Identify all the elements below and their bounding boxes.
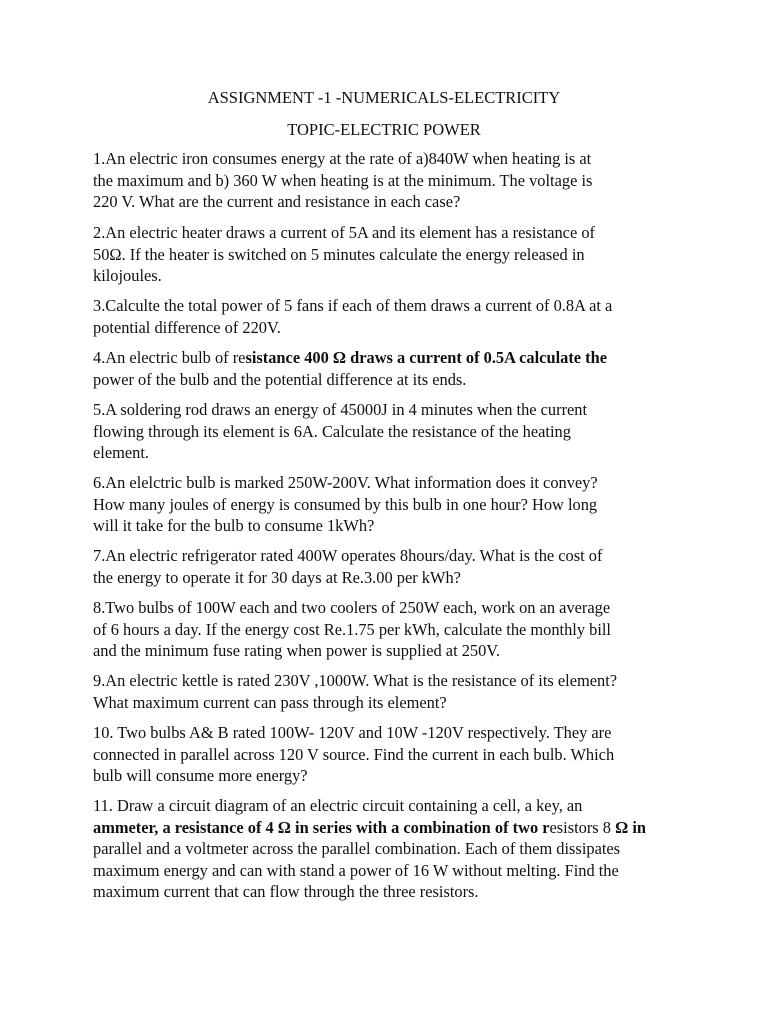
- question-line: 50Ω. If the heater is switched on 5 minutes calculate the energy released in: [93, 244, 585, 264]
- question-line: potential difference of 220V.: [93, 317, 281, 337]
- question-line: What maximum current can pass through its element?: [93, 692, 447, 712]
- question-text-bold: sistance 400 Ω draws a current of 0.5A calculate the: [245, 348, 607, 367]
- question-line: flowing through its element is 6A. Calculate the resistance of the heating: [93, 421, 571, 441]
- question-line: and the minimum fuse rating when power is supplied at 250V.: [93, 641, 501, 660]
- question-text: 4.An electric bulb of re: [93, 348, 246, 367]
- question-3: [93, 295, 693, 338]
- question-line: 7.An electric refrigerator rated 400W operates 8hours/day. What is the cost of: [93, 546, 603, 565]
- question-line: parallel and a voltmeter across the parallel combination. Each of them dissipates: [93, 839, 621, 858]
- question-line: 3.Calculte the total power of 5 fans if each of them draws a current of 0.8A at a: [93, 296, 613, 315]
- question-line: 8.Two bulbs of 100W each and two coolers of 250W each, work on an average: [93, 598, 611, 617]
- question-line: the maximum and b) 360 W when heating is at the minimum. The voltage is: [93, 170, 593, 190]
- question-line: the energy to operate it for 30 days at Re.3.00 per kWh?: [93, 567, 461, 587]
- question-line: How many joules of energy is consumed by this bulb in one hour? How long: [93, 494, 598, 514]
- question-line: kilojoules.: [93, 266, 162, 285]
- question-line: 11. Draw a circuit diagram of an electric circuit containing a cell, a key, an: [93, 796, 583, 815]
- question-line: power of the bulb and the potential difference at its ends.: [93, 369, 467, 389]
- question-text-bold: Ω in: [615, 817, 646, 837]
- question-line: of 6 hours a day. If the energy cost Re.1.75 per kWh, calculate the monthly bill: [93, 619, 611, 639]
- question-line: 220 V. What are the current and resistance in each case?: [93, 192, 461, 211]
- question-4: [93, 347, 693, 390]
- question-line: [93, 347, 693, 369]
- question-line: 6.An elelctric bulb is marked 250W-200V. What information does it convey?: [93, 473, 598, 492]
- question-8: [93, 597, 693, 662]
- question-7: [93, 545, 693, 588]
- question-text-bold: ammeter, a resistance of 4 Ω in series with a combination of two r: [93, 817, 550, 837]
- question-line: 9.An electric kettle is rated 230V ,1000W. What is the resistance of its element?: [93, 671, 618, 690]
- question-line: [93, 817, 693, 839]
- question-9: [93, 670, 693, 713]
- question-line: 10. Two bulbs A& B rated 100W- 120V and 10W -120V respectively. They are: [93, 723, 612, 742]
- question-line: maximum current that can flow through the three resistors.: [93, 882, 479, 901]
- question-line: 2.An electric heater draws a current of 5A and its element has a resistance of: [93, 223, 595, 242]
- question-line: 5.A soldering rod draws an energy of 45000J in 4 minutes when the current: [93, 400, 588, 419]
- question-10: [93, 722, 693, 787]
- question-5: [93, 399, 693, 464]
- document-title: ASSIGNMENT -1 -NUMERICALS-ELECTRICITY: [207, 88, 561, 107]
- question-6: [93, 472, 693, 537]
- question-line: maximum energy and can with stand a power of 16 W without melting. Find the: [93, 860, 619, 880]
- question-text: esistors 8: [549, 817, 616, 837]
- question-line: 1.An electric iron consumes energy at the rate of a)840W when heating is at: [93, 149, 592, 168]
- question-line: bulb will consume more energy?: [93, 766, 308, 785]
- question-2: [93, 222, 693, 287]
- document-subtitle: TOPIC-ELECTRIC POWER: [287, 120, 481, 139]
- question-line: element.: [93, 443, 149, 462]
- question-line: connected in parallel across 120 V source. Find the current in each bulb. Which: [93, 744, 615, 764]
- question-11: [93, 795, 693, 903]
- question-line: will it take for the bulb to consume 1kWh?: [93, 516, 375, 535]
- question-1: [93, 148, 693, 213]
